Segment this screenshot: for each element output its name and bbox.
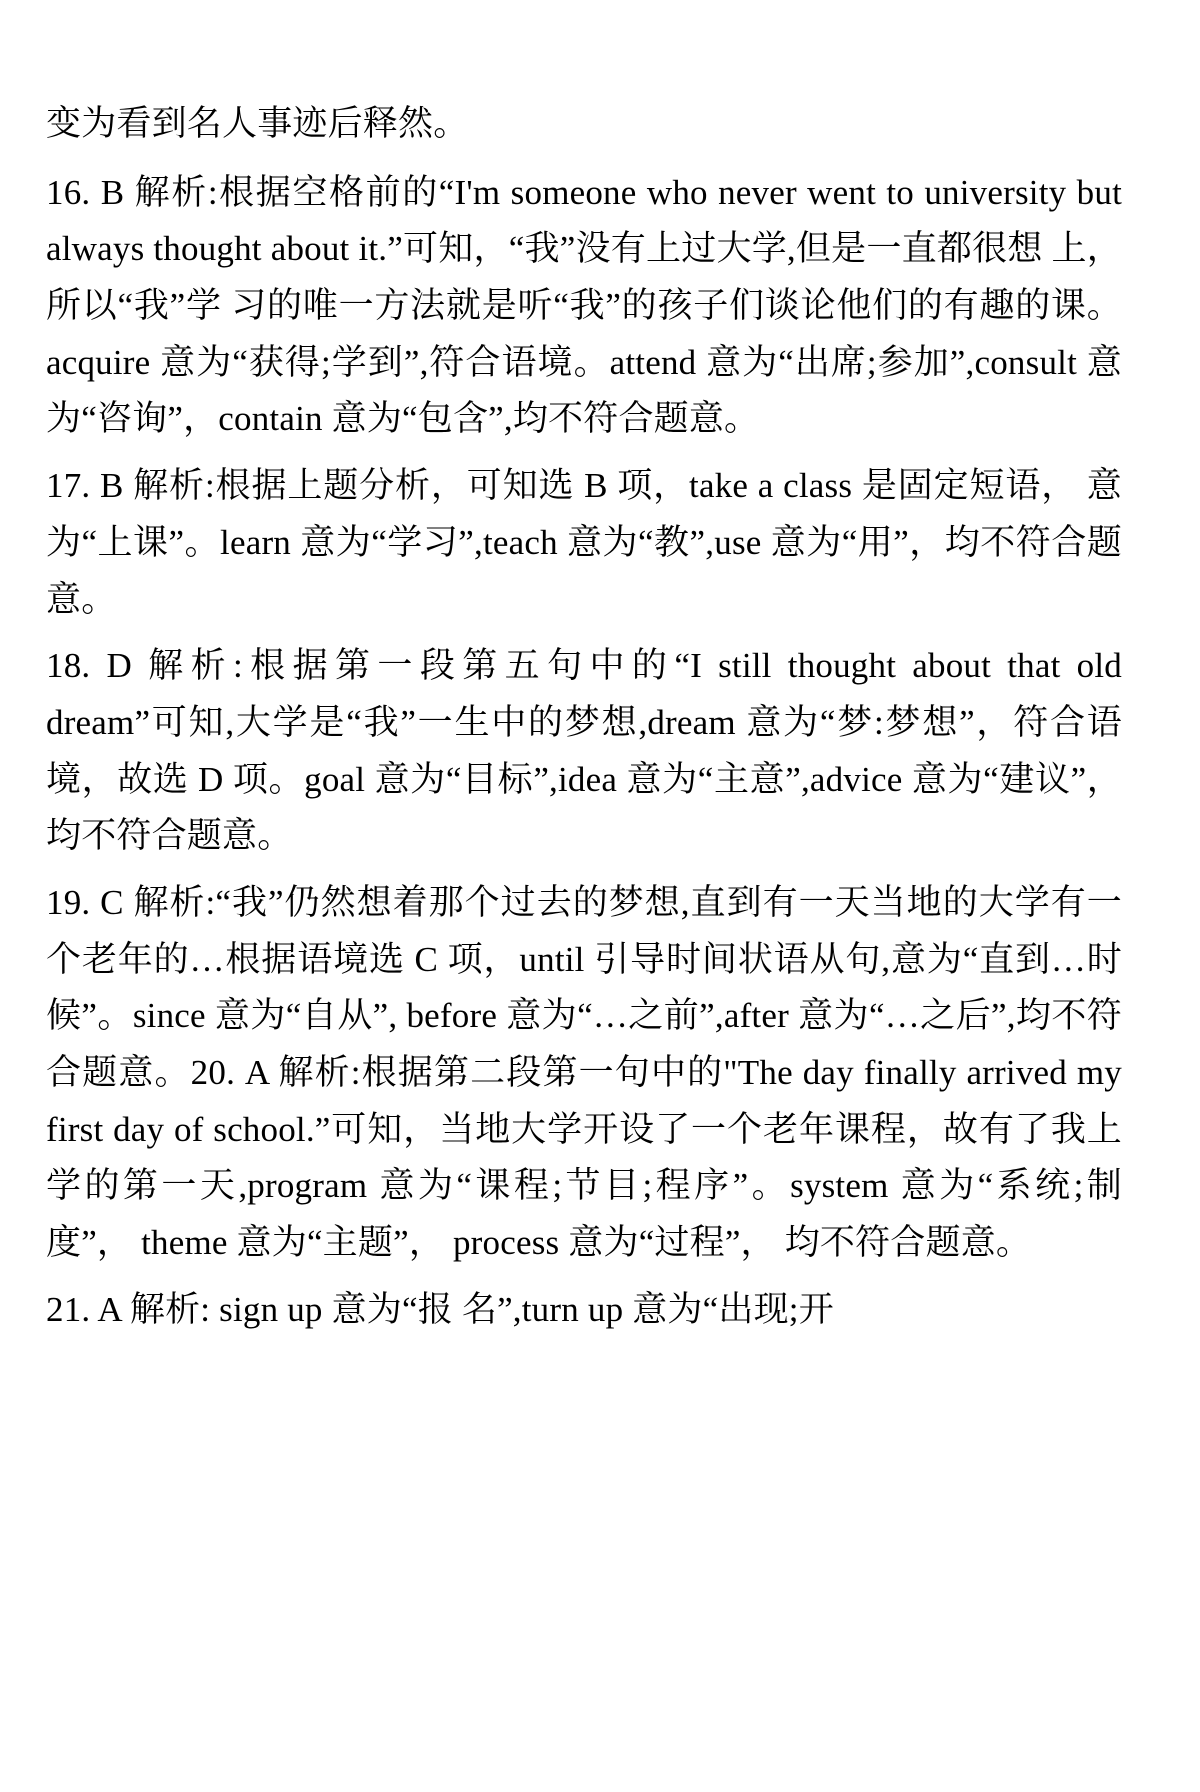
explanation-item-18: 18. D 解析:根据第一段第五句中的“I still thought about that old dream”可知,大学是“我”一生中的梦想,dream 意为“梦:梦想”，符合语境，故选 D 项。goal 意为“目标”,idea 意为“主意”,advice 意为“建议”，均不符合题意。	[46, 646, 1122, 856]
explanation-item-19-20: 19. C 解析:“我”仍然想着那个过去的梦想,直到有一天当地的大学有一个老年的…根据语境选 C 项，until 引导时间状语从句,意为“直到…时候”。since 意为“自从”, before 意为“…之前”,after 意为“…之后”,均不符合题意。20. A 解析:根据第二段第一句中的"The day finally arrived my first day of school.”可知，当地大学开设了一个老年课程，故有了我上学的第一天,program 意为“课程;节目;程序”。system 意为“系统;制度”， theme 意为“主题”， process 意为“过程”， 均不符合题意。	[46, 882, 1122, 1263]
paragraph-lead: 变为看到名人事迹后释然。	[46, 104, 469, 143]
explanation-item-17: 17. B 解析:根据上题分析，可知选 B 项，take a class 是固定短语， 意为“上课”。learn 意为“学习”,teach 意为“教”,use 意为“用”，均不符合题意。	[46, 466, 1122, 619]
explanation-item-16: 16. B 解析:根据空格前的“I'm someone who never went to university but always thought about it.”可知，“我”没有上过大学,但是一直都很想 上，所以“我”学 习的唯一方法就是听“我”的孩子们谈论他们的有趣的课。acquire 意为“获得;学到”,符合语境。attend 意为“出席;参加”,consult 意为“咨询”，contain 意为“包含”,均不符合题意。	[46, 172, 1122, 439]
explanation-item-21: 21. A 解析: sign up 意为“报 名”,turn up 意为“出现;开	[46, 1289, 834, 1329]
